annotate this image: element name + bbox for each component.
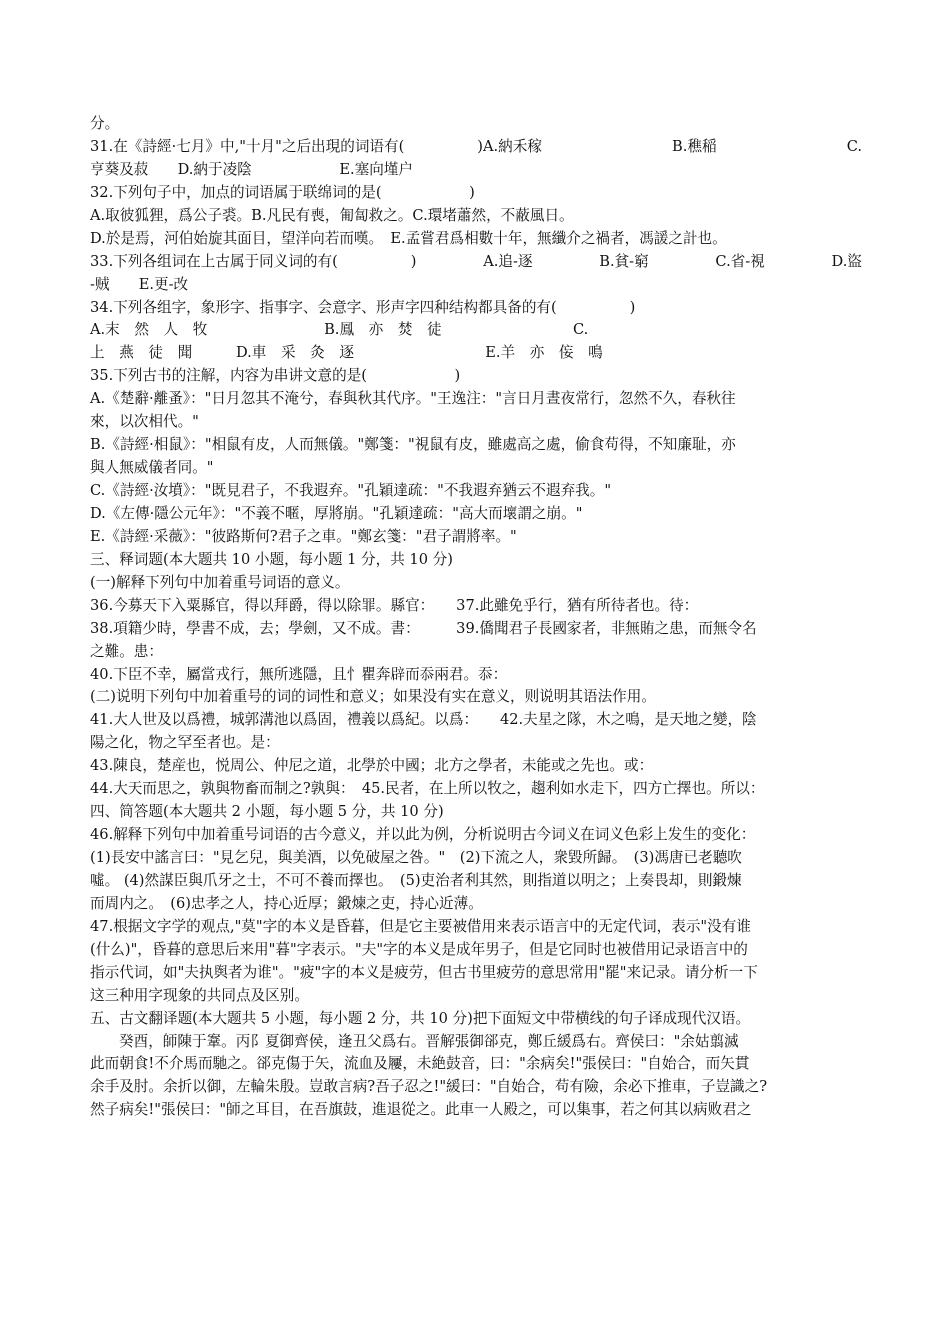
text-line (90, 962, 862, 985)
text-line (90, 251, 862, 274)
text-segment: D.盜 (831, 252, 862, 270)
text-segment: 然子病矣!"張侯曰："師之耳目，在吾旗鼓，進退從之。此車一人殿之，可以集事，若之何其以病败君之 (90, 1101, 752, 1119)
text-line (90, 549, 862, 572)
text-line (90, 847, 862, 870)
text-segment: 五、古文翻译题(本大题共 5 小题，每小题 2 分，共 10 分)把下面短文中带横线的句子译成现代汉语。 (90, 1009, 751, 1027)
text-segment: D.《左傳·隱公元年》："不義不暱，厚將崩。"孔穎達疏："高大而壞謂之崩。" (90, 504, 583, 522)
text-segment: -贼 E.更-改 (90, 275, 189, 293)
text-line (90, 939, 862, 962)
text-segment: 这三种用字现象的共同点及区别。 (90, 986, 309, 1004)
text-segment: (二)说明下列句中加着重号的词的词性和意义；如果没有实在意义，则说明其语法作用。 (90, 688, 656, 706)
text-line (90, 686, 862, 709)
text-segment: 46.解释下列句中加着重号词语的古今意义，并以此为例，分析说明古今词义在词义色彩上发生的变化： (90, 826, 756, 844)
text-line (90, 893, 862, 916)
text-line (90, 319, 862, 342)
text-line (90, 480, 862, 503)
text-line (90, 228, 862, 251)
text-segment: 三、释词题(本大题共 10 小题，每小题 1 分，共 10 分) (90, 550, 453, 568)
text-line (90, 595, 862, 618)
text-segment: B.貧-窮 (599, 252, 649, 270)
text-segment: 32.下列句子中，加点的词语属于联绵词的是( ) (90, 183, 475, 201)
text-segment: (1)長安中謠言曰："見乞兒，與美酒，以免破屋之咎。" (2)下流之人，衆毀所歸。 (3)馮唐已老聽吹 (90, 849, 742, 866)
text-segment: 與人無威儀者同。" (90, 459, 214, 477)
text-segment: 余手及肘。余折以御，左輪朱殷。豈敢言病?吾子忍之!"緩曰："自始合，苟有險，余必下推車，子豈識之? (90, 1078, 768, 1096)
text-segment: 而周内之。 (6)忠孝之人，持心近厚；鍛煉之吏，持心近薄。 (90, 894, 483, 912)
text-segment: A.末 然 人 牧 B.鳳 亦 焚 徒 C. (90, 321, 589, 339)
text-segment: C. (846, 137, 862, 155)
text-line (90, 205, 862, 228)
text-segment: 亨葵及菽 D.納于凌陰 E.塞向墐户 (90, 160, 413, 178)
text-line (90, 365, 862, 388)
text-segment: 44.大天而思之，孰與物畜而制之?孰與： 45.民者，在上所以牧之，趨利如水走下，四方亡擇也。所以： (90, 780, 765, 798)
text-line (90, 778, 862, 801)
text-segment: 36.今募天下入粟縣官，得以拜爵，得以除罪。縣官： 37.此雖免乎行，猶有所待者也。待： (90, 596, 699, 614)
text-line (90, 526, 862, 549)
text-segment: C.省-視 (715, 252, 765, 270)
text-segment: B.《詩經·相鼠》："相鼠有皮，人而無儀。"鄭箋："視鼠有皮，雖處高之處，偷食苟得，不知廉耻，亦 (90, 436, 736, 454)
text-segment: 33.下列各组词在上古属于同义词的有( ) (90, 252, 417, 270)
text-segment: 34.下列各组字，象形字、指事字、会意字、形声字四种结构都具备的有( ) (90, 298, 636, 316)
text-segment: 40.下臣不幸，屬當戎行，無所逃隱，且忄瞿奔辟而忝兩君。忝： (90, 665, 508, 683)
text-segment: (一)解释下列句中加着重号词语的意义。 (90, 573, 350, 591)
text-line (90, 985, 862, 1008)
text-line (90, 457, 862, 480)
text-line (90, 1099, 862, 1122)
text-segment: 陽之化，物之罕至者也。是： (90, 734, 280, 752)
text-segment: 分。 (90, 115, 120, 132)
text-line (90, 801, 862, 824)
text-line (90, 342, 862, 365)
text-segment: 43.陳良，楚産也，悦周公、仲尼之道，北學於中國；北方之學者，未能或之先也。或： (90, 757, 654, 775)
text-line (90, 664, 862, 687)
text-line (90, 297, 862, 320)
text-line (90, 113, 862, 136)
text-line (90, 572, 862, 595)
text-segment: 之難。患： (90, 642, 163, 660)
text-segment: 41.大人世及以爲禮，城郭溝池以爲固，禮義以爲紀。以爲： 42.夫星之隊，木之鳴，是天地之變，陰 (90, 711, 757, 729)
text-line (90, 1031, 862, 1054)
text-line (90, 274, 862, 297)
text-segment: 噓。 (4)然謀臣與爪牙之士，不可不養而擇也。 (5)吏治者利其然，則指道以明之；上奏畏却，則鍛煉 (90, 871, 742, 889)
text-segment: A.《楚辭·離蚤》："日月忽其不淹兮，春與秋其代序。"王逸注："言日月晝夜常行，忽然不久，春秋往 (90, 390, 736, 408)
text-line (90, 1053, 862, 1076)
text-segment: 上 燕 徒 聞 D.車 采 灸 逐 E.羊 亦 侫 鳴 (90, 344, 603, 362)
text-segment: (什么)"，昏暮的意思后来用"暮"字表示。"夫"字的本义是成年男子，但是它同时也被借用记录语言中的 (90, 940, 748, 958)
text-segment: A.追-逐 (483, 252, 533, 270)
text-line (90, 411, 862, 434)
text-segment: 四、简答题(本大题共 2 小题，每小题 5 分，共 10 分) (90, 803, 444, 821)
text-line (90, 136, 862, 159)
text-segment: 47.根据文字学的观点,"莫"字的本义是昏暮，但是它主要被借用来表示语言中的无定代词，表示"没有谁 (90, 917, 751, 935)
text-line (90, 1076, 862, 1099)
text-line (90, 503, 862, 526)
text-segment: 38.項籍少時，學書不成，去；學劍，又不成。書： 39.僑聞君子長國家者，非無賄之患，而無令名 (90, 619, 757, 637)
text-segment: D.於是焉，河伯始旋其面目，望洋向若而嘆。 E.孟嘗君爲相數十年，無纖介之禍者，馮諼之計也。 (90, 229, 727, 247)
text-segment: 31.在《詩經·七月》中,"十月"之后出現的词语有( )A.納禾稼 (90, 137, 542, 155)
text-line (90, 824, 862, 847)
text-line (90, 732, 862, 755)
text-segment: E.《詩經·采薇》："彼路斯何?君子之車。"鄭玄箋："君子謂將率。" (90, 527, 517, 545)
text-segment: 35.下列古书的注解，内容为串讲文意的是( ) (90, 367, 461, 385)
text-line (90, 916, 862, 939)
text-line (90, 182, 862, 205)
text-line (90, 641, 862, 664)
text-segment: A.取彼狐狸，爲公子裘。B.凡民有喪，匍匐救之。C.環堵蕭然，不蔽風日。 (90, 206, 574, 224)
text-line (90, 618, 862, 641)
text-segment: 癸酉，師陳于鞌。丙阝夏御齊侯，逢丑父爲右。晋解張御郤克，鄭丘緩爲右。齊侯曰："余姑翦滅 (119, 1032, 739, 1050)
text-line (90, 388, 862, 411)
text-line (90, 755, 862, 778)
text-segment: 來，以次相代。" (90, 413, 199, 431)
text-line (90, 159, 862, 182)
text-line (90, 870, 862, 893)
text-segment: B.穛稲 (672, 137, 717, 155)
text-line (90, 1008, 862, 1031)
text-segment: C.《詩經·汝墳》："既見君子，不我遐弃。"孔穎達疏："不我遐弃猶云不遐弃我。" (90, 482, 612, 499)
text-line (90, 434, 862, 457)
text-segment: 指示代词，如"夫执舆者为谁"。"疲"字的本义是疲劳，但古书里疲劳的意思常用"罷"来记录。请分析一下 (90, 963, 758, 981)
text-segment: 此而朝食!不介馬而馳之。郤克傷于矢，流血及屨，未絶鼓音，曰："余病矣!"張侯曰："自始合，而矢貫 (90, 1055, 750, 1073)
text-line (90, 709, 862, 732)
